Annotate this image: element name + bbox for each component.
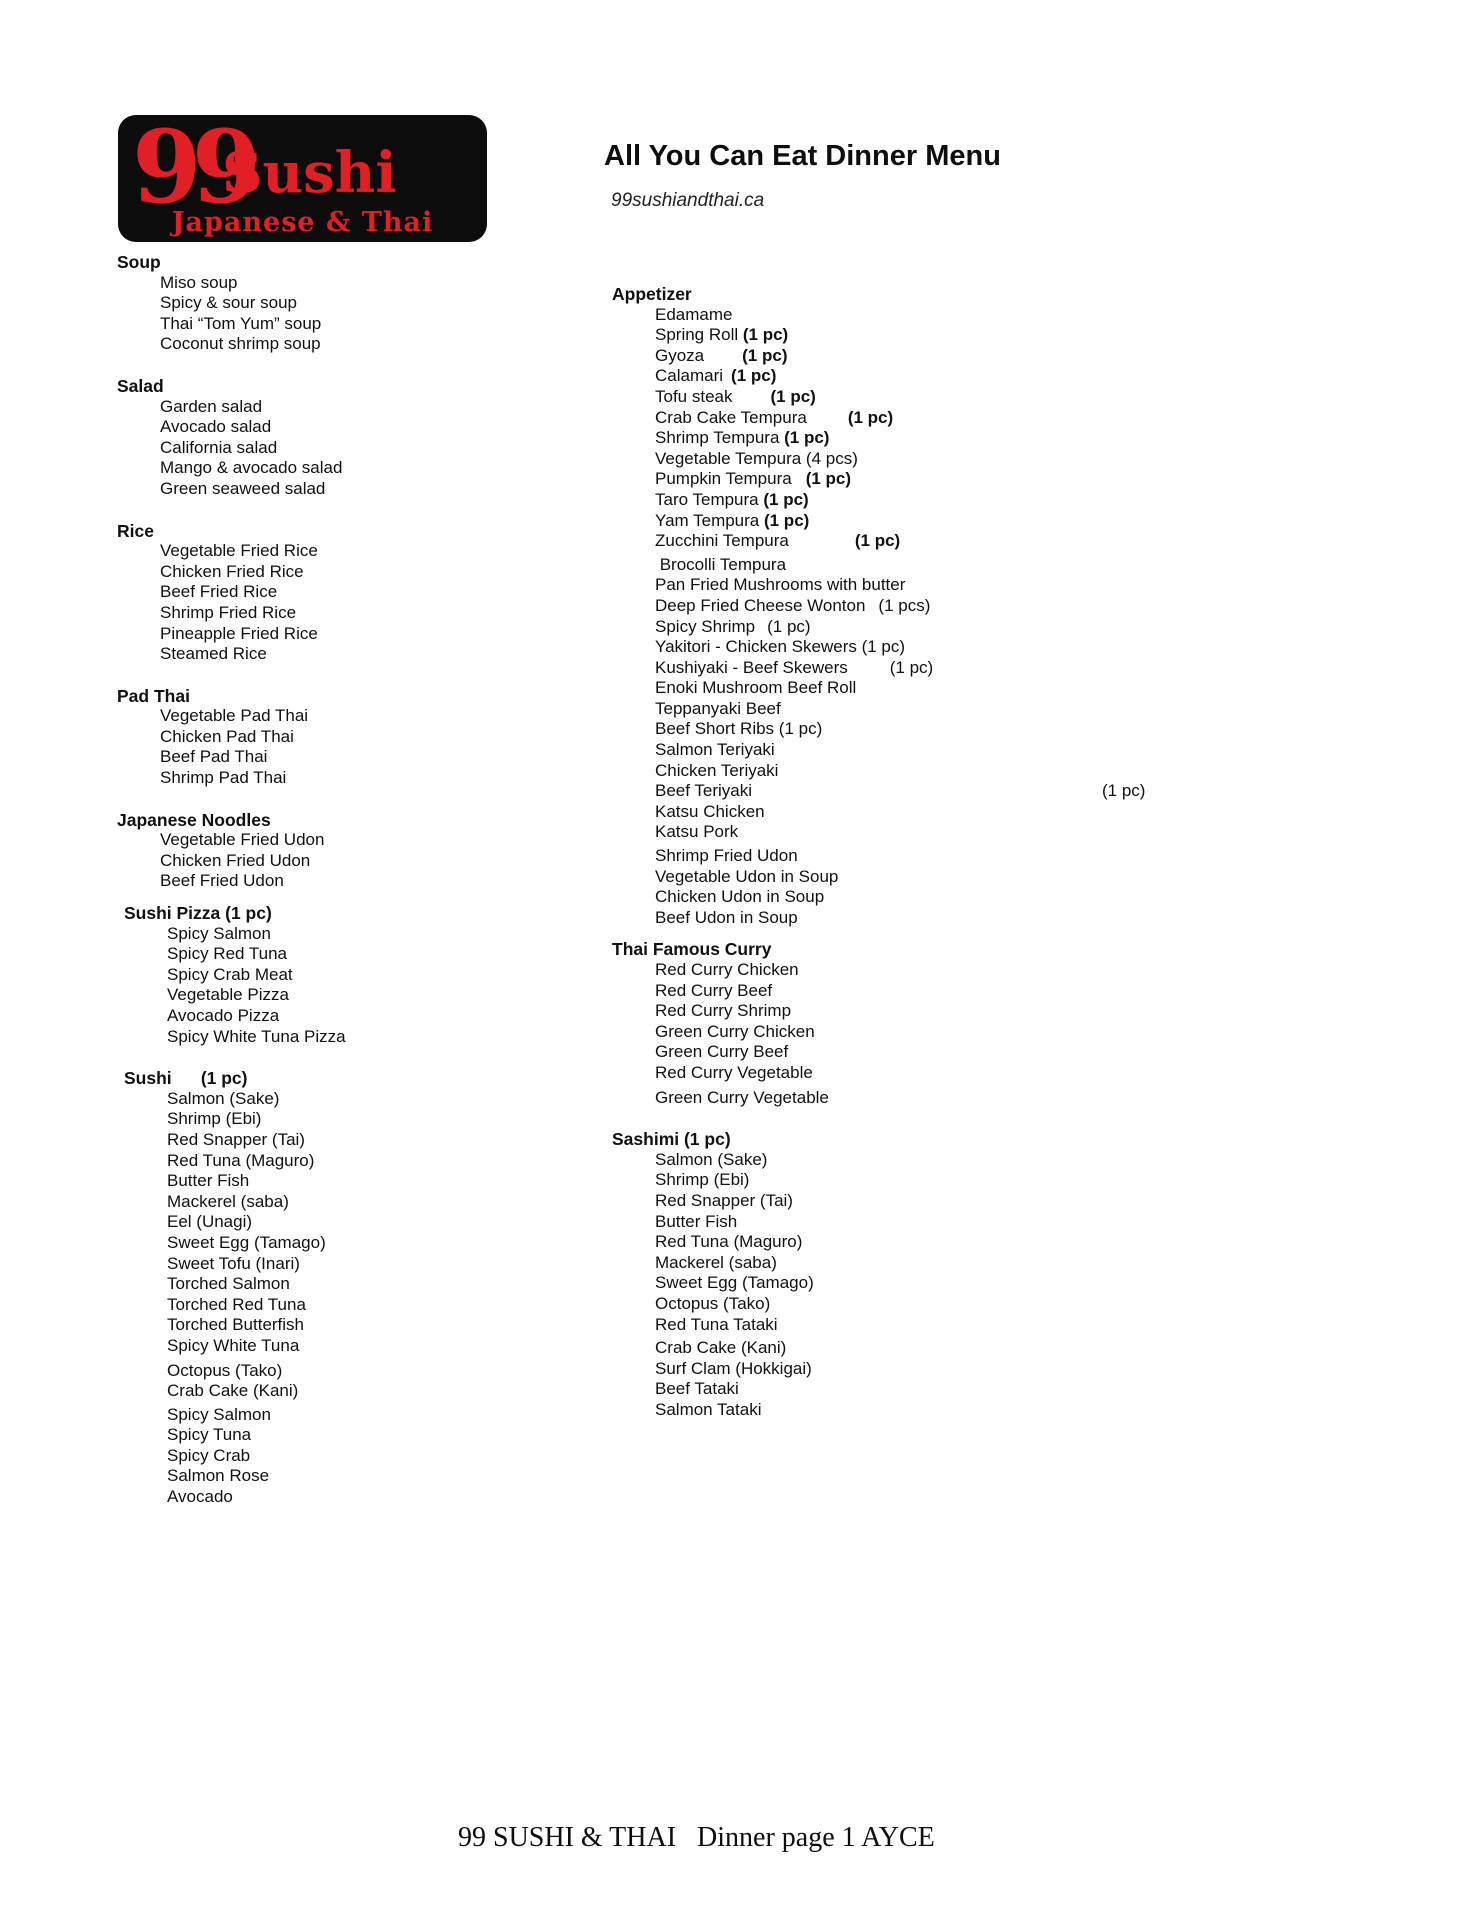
menu-item: [167, 1381, 549, 1402]
section-item-list: [117, 541, 549, 665]
section-title: Pad Thai: [117, 685, 190, 706]
menu-item: [655, 908, 1212, 929]
menu-item-name: Spring Roll: [655, 325, 739, 345]
menu-item-name: Beef Tataki: [655, 1379, 739, 1399]
section-item-list: [117, 397, 549, 500]
menu-item: [167, 1192, 549, 1213]
menu-item-name: Torched Butterfish: [167, 1315, 305, 1335]
menu-item: [160, 479, 549, 500]
menu-item-name: Coconut shrimp soup: [160, 334, 321, 354]
menu-item: [655, 1315, 1212, 1336]
section-title: Sashimi (1 pc): [612, 1129, 731, 1150]
menu-item-name: Avocado: [167, 1487, 233, 1507]
menu-item-name: Crab Cake (Kani): [655, 1338, 787, 1358]
menu-item: [160, 830, 549, 851]
menu-item: [655, 637, 1212, 658]
section-item-list: [612, 960, 1212, 1108]
section-title: Japanese Noodles: [117, 809, 271, 830]
menu-item-name: Torched Red Tuna: [167, 1294, 306, 1314]
menu-item-name: Avocado salad: [160, 417, 272, 437]
menu-item: [655, 761, 1212, 782]
menu-item-name: Spicy Shrimp: [655, 616, 756, 636]
menu-section: [124, 903, 549, 1047]
menu-column-left: [117, 252, 549, 1508]
menu-item: [655, 802, 1212, 823]
menu-item-name: Sweet Egg (Tamago): [167, 1232, 326, 1252]
section-item-list: [117, 273, 549, 355]
menu-item: [160, 458, 549, 479]
menu-item-name: Shrimp Fried Udon: [655, 846, 798, 866]
menu-item: [655, 511, 1212, 532]
menu-item: [655, 325, 1212, 346]
menu-item-name: Miso soup: [160, 272, 238, 292]
menu-item-name: Katsu Pork: [655, 822, 739, 842]
menu-item: [160, 582, 549, 603]
menu-item: [160, 747, 549, 768]
menu-item-name: Salmon Rose: [167, 1466, 270, 1486]
menu-item-name: Avocado Pizza: [167, 1006, 280, 1025]
menu-item: [655, 1253, 1212, 1274]
menu-item-name: Vegetable Tempura (4 pcs): [655, 448, 858, 468]
menu-item: [160, 562, 549, 583]
menu-item: [655, 346, 1212, 367]
menu-item-name: Red Tuna Tataki: [655, 1314, 778, 1334]
page-title: All You Can Eat Dinner Menu: [604, 140, 1001, 172]
menu-item-name: Shrimp (Ebi): [167, 1109, 262, 1129]
menu-item-name: Red Tuna (Maguro): [167, 1150, 315, 1170]
menu-item: [167, 1006, 549, 1027]
restaurant-logo: [118, 108, 487, 242]
menu-item-name: Garden salad: [160, 396, 263, 416]
menu-item-name: Butter Fish: [655, 1211, 738, 1231]
menu-item-name: Red Curry Shrimp: [655, 1001, 792, 1021]
menu-item-name: Crab Cake (Kani): [167, 1381, 299, 1401]
menu-item-qty: (1 pc): [767, 616, 811, 636]
menu-item-name: Shrimp (Ebi): [655, 1170, 750, 1190]
menu-item: [655, 555, 1212, 576]
menu-item-name: Shrimp Fried Rice: [160, 602, 297, 622]
menu-item-name: Octopus (Tako): [167, 1360, 283, 1380]
menu-item: [655, 1294, 1212, 1315]
menu-item-qty: (1 pc): [742, 345, 788, 365]
menu-item-name: Vegetable Pad Thai: [160, 706, 309, 726]
menu-item: [160, 706, 549, 727]
menu-item-qty: (1 pc): [759, 510, 810, 530]
menu-item-name: Tofu steak: [655, 386, 733, 406]
menu-item-name: Spicy Salmon: [167, 923, 271, 943]
menu-item: [160, 727, 549, 748]
menu-item: [167, 1109, 549, 1130]
menu-item: [167, 944, 549, 965]
menu-item-name: Spicy White Tuna Pizza: [167, 1026, 346, 1046]
menu-item-name: Beef Fried Udon: [160, 871, 284, 891]
menu-item: [655, 1001, 1212, 1022]
menu-item-name: Yam Tempura: [655, 510, 760, 530]
section-title: Appetizer: [612, 284, 692, 304]
menu-item-name: Pineapple Fried Rice: [160, 623, 318, 643]
menu-item: [655, 1338, 1212, 1359]
menu-item: [655, 658, 1212, 679]
menu-item-name: Torched Salmon: [167, 1274, 290, 1294]
menu-item-name: Beef Pad Thai: [160, 747, 268, 767]
menu-item: [655, 781, 1212, 802]
menu-item: [160, 644, 549, 665]
menu-item: [655, 366, 1212, 387]
menu-item: [655, 867, 1212, 888]
menu-item-name: Red Curry Vegetable: [655, 1062, 813, 1082]
menu-item-name: Spicy Red Tuna: [167, 944, 288, 964]
menu-item: [167, 1361, 549, 1382]
menu-item-name: Shrimp Pad Thai: [160, 768, 287, 788]
menu-item: [167, 1254, 549, 1275]
section-title: Rice: [117, 520, 154, 541]
menu-item: [655, 408, 1212, 429]
menu-item-name: Beef Short Ribs (1 pc): [655, 719, 823, 739]
section-item-list: [612, 305, 1212, 929]
menu-item-name: Mackerel (saba): [167, 1191, 289, 1211]
menu-item: [167, 1212, 549, 1233]
menu-item-qty: (1 pcs): [878, 595, 931, 615]
menu-item-qty: (1 pc): [779, 428, 830, 448]
menu-item-name: Green Curry Vegetable: [655, 1087, 829, 1107]
menu-item: [655, 1359, 1212, 1380]
menu-item: [160, 624, 549, 645]
menu-item-name: Enoki Mushroom Beef Roll: [655, 678, 857, 698]
menu-item-name: Beef Fried Rice: [160, 582, 278, 602]
menu-item: [160, 293, 549, 314]
menu-item-name: Mackerel (saba): [655, 1252, 777, 1272]
menu-item: [655, 1191, 1212, 1212]
menu-item: [167, 924, 549, 945]
menu-item-qty: (1 pc): [889, 657, 934, 677]
menu-item-name: Green Curry Beef: [655, 1042, 789, 1062]
menu-item-name: Spicy & sour soup: [160, 293, 298, 313]
menu-item: [167, 1151, 549, 1172]
section-item-list: [117, 706, 549, 788]
menu-item: [167, 1446, 549, 1467]
menu-item-name: Salmon Tataki: [655, 1399, 762, 1419]
menu-item: [655, 846, 1212, 867]
section-item-list: [612, 1150, 1212, 1421]
menu-item-name: Mango & avocado salad: [160, 458, 343, 478]
menu-item: [655, 1273, 1212, 1294]
menu-item-qty: (1 pc): [738, 325, 789, 345]
menu-item: [167, 965, 549, 986]
menu-item-name: Chicken Fried Udon: [160, 850, 311, 870]
menu-item: [167, 1487, 549, 1508]
menu-item-qty: (1 pc): [854, 531, 901, 551]
menu-item: [655, 719, 1212, 740]
menu-item: [655, 822, 1212, 843]
menu-item-name: Spicy Tuna: [167, 1425, 252, 1445]
menu-item-name: Chicken Fried Rice: [160, 561, 304, 581]
menu-item-name: Green seaweed salad: [160, 478, 326, 498]
menu-section: [117, 252, 549, 355]
menu-item-name: Salmon (Sake): [655, 1149, 768, 1169]
menu-item: [160, 334, 549, 355]
menu-item: [655, 428, 1212, 449]
menu-item-name: Yakitori - Chicken Skewers: [655, 637, 857, 657]
menu-item-name: Edamame: [655, 304, 733, 324]
menu-item-name: Deep Fried Cheese Wonton: [655, 595, 866, 615]
menu-item-name: Kushiyaki - Beef Skewers: [655, 657, 848, 677]
menu-item: [655, 1042, 1212, 1063]
menu-item: [655, 387, 1212, 408]
menu-item: [655, 1088, 1212, 1109]
menu-item-name: Vegetable Udon in Soup: [655, 866, 839, 886]
menu-item-name: Zucchini Tempura: [655, 531, 789, 551]
menu-item: [655, 1170, 1212, 1191]
menu-item-name: Calamari: [655, 366, 724, 386]
menu-item: [655, 617, 1212, 638]
menu-item-qty: (1 pc): [805, 469, 852, 489]
menu-item: [655, 490, 1212, 511]
section-title: Sushi (1 pc): [124, 1068, 248, 1089]
menu-item: [167, 1027, 549, 1048]
menu-item: [655, 449, 1212, 470]
menu-item-qty: (1 pc): [770, 386, 816, 406]
menu-item: [655, 960, 1212, 981]
menu-item-name: Chicken Udon in Soup: [655, 887, 825, 907]
menu-item: [167, 1274, 549, 1295]
menu-item: [655, 887, 1212, 908]
menu-item-qty: (1 pc): [758, 489, 809, 509]
menu-item: [167, 1336, 549, 1357]
menu-item: [655, 1063, 1212, 1084]
menu-item-qty: (1 pc): [731, 366, 777, 386]
menu-item-name: Red Snapper (Tai): [167, 1129, 305, 1149]
menu-section: [124, 1068, 549, 1507]
menu-item: [160, 397, 549, 418]
menu-item: [160, 273, 549, 294]
menu-item: [655, 531, 1212, 552]
menu-item: [655, 1022, 1212, 1043]
menu-item: [160, 851, 549, 872]
menu-item-name: Gyoza: [655, 345, 705, 365]
menu-item-qty: (1 pc): [1102, 781, 1146, 801]
menu-item-name: California salad: [160, 437, 278, 457]
menu-item-name: Spicy Salmon: [167, 1404, 271, 1424]
section-title: Soup: [117, 252, 161, 272]
menu-item: [167, 1425, 549, 1446]
menu-item: [167, 1295, 549, 1316]
menu-item: [160, 541, 549, 562]
menu-item-name: Chicken Teriyaki: [655, 760, 779, 780]
menu-item: [655, 1212, 1212, 1233]
menu-item-name: Brocolli Tempura: [655, 554, 787, 574]
menu-item: [655, 575, 1212, 596]
menu-item: [655, 740, 1212, 761]
menu-section: [117, 521, 549, 665]
menu-item: [167, 985, 549, 1006]
section-item-list: [124, 1089, 549, 1508]
menu-item-name: Red Curry Beef: [655, 980, 773, 1000]
menu-item-name: Pan Fried Mushrooms with butter: [655, 575, 906, 595]
menu-item: [655, 699, 1212, 720]
menu-item-name: Red Snapper (Tai): [655, 1190, 793, 1210]
menu-section: [117, 376, 549, 500]
menu-section: [117, 810, 549, 892]
menu-item-name: Chicken Pad Thai: [160, 726, 294, 746]
website-url: 99sushiandthai.ca: [611, 190, 765, 211]
menu-item: [655, 469, 1212, 490]
menu-item: [167, 1315, 549, 1336]
menu-item-name: Sweet Tofu (Inari): [167, 1253, 300, 1273]
menu-item-name: Crab Cake Tempura: [655, 407, 807, 427]
menu-item-name: Red Tuna (Maguro): [655, 1232, 803, 1252]
section-item-list: [124, 924, 549, 1048]
menu-item-name: Beef Teriyaki: [655, 781, 753, 801]
menu-item-name: Salmon Teriyaki: [655, 740, 775, 760]
menu-item: [167, 1171, 549, 1192]
section-title: Salad: [117, 375, 164, 396]
menu-item: [655, 1379, 1212, 1400]
menu-item-name: Eel (Unagi): [167, 1212, 253, 1232]
menu-item: [160, 603, 549, 624]
menu-item-qty: (1 pc): [856, 637, 906, 657]
menu-item-name: Vegetable Fried Udon: [160, 830, 325, 850]
logo-number: 99: [132, 108, 252, 226]
menu-section: [612, 939, 1212, 1108]
menu-item-name: Vegetable Pizza: [167, 985, 289, 1005]
menu-item: [655, 981, 1212, 1002]
menu-item: [160, 871, 549, 892]
menu-column-right: [612, 252, 1212, 1420]
logo-word: Sushi: [222, 140, 397, 206]
menu-body: [117, 252, 1212, 1508]
menu-item: [167, 1130, 549, 1151]
menu-item: [655, 1150, 1212, 1171]
section-title: Sushi Pizza (1 pc): [124, 903, 272, 924]
menu-item-qty: (1 pc): [847, 407, 894, 427]
menu-item: [167, 1089, 549, 1110]
menu-item: [160, 768, 549, 789]
menu-item-name: Beef Udon in Soup: [655, 907, 798, 927]
menu-item: [655, 1232, 1212, 1253]
menu-item-name: Surf Clam (Hokkigai): [655, 1358, 812, 1378]
menu-item-name: Katsu Chicken: [655, 801, 765, 821]
menu-section: [612, 1129, 1212, 1420]
menu-item-name: Pumpkin Tempura: [655, 469, 792, 489]
menu-section: [117, 686, 549, 789]
menu-item-name: Salmon (Sake): [167, 1088, 280, 1108]
menu-item-name: Sweet Egg (Tamago): [655, 1273, 814, 1293]
logo-subtitle: Japanese & Thai: [171, 207, 434, 238]
menu-section: [612, 284, 1212, 928]
menu-item: [655, 1400, 1212, 1421]
menu-item: [655, 596, 1212, 617]
menu-item-name: Green Curry Chicken: [655, 1021, 815, 1041]
menu-item: [655, 305, 1212, 326]
menu-item-name: Taro Tempura: [655, 489, 759, 509]
menu-item-name: Teppanyaki Beef: [655, 698, 781, 718]
menu-item-name: Spicy White Tuna: [167, 1335, 300, 1355]
menu-item-name: Shrimp Tempura: [655, 428, 780, 448]
menu-item-name: Red Curry Chicken: [655, 960, 799, 979]
menu-item-name: Thai “Tom Yum” soup: [160, 313, 322, 333]
menu-item: [167, 1233, 549, 1254]
menu-item-name: Butter Fish: [167, 1171, 250, 1191]
menu-item: [160, 314, 549, 335]
menu-item: [160, 417, 549, 438]
menu-item-name: Vegetable Fried Rice: [160, 541, 318, 561]
menu-item: [655, 678, 1212, 699]
menu-item-name: Spicy Crab Meat: [167, 964, 293, 984]
menu-item: [160, 438, 549, 459]
section-title: Thai Famous Curry: [612, 939, 772, 960]
menu-item-name: Octopus (Tako): [655, 1293, 771, 1313]
menu-item: [167, 1405, 549, 1426]
menu-item-name: Steamed Rice: [160, 644, 267, 664]
menu-item: [167, 1466, 549, 1487]
section-item-list: [117, 830, 549, 892]
page-footer: 99 SUSHI & THAI Dinner page 1 AYCE: [458, 1822, 935, 1853]
menu-item-name: Spicy Crab: [167, 1445, 251, 1465]
